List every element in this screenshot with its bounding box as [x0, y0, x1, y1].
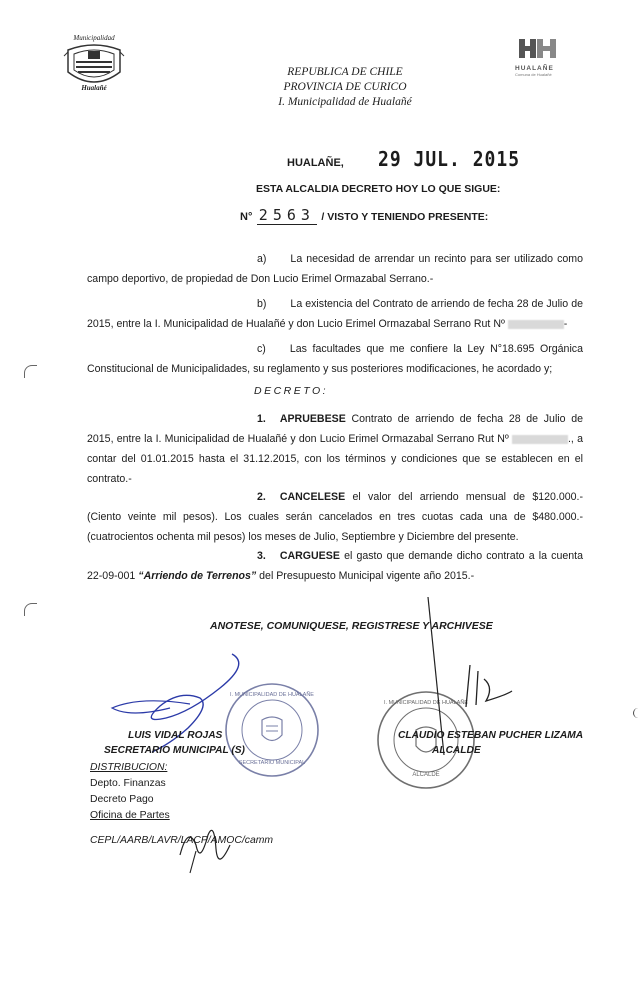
article-1-text-b: ., a contar del 01.01.2015 hasta el 31.12.2015, con los términos y condiciones que se establecen en el contrato.- [87, 433, 583, 485]
distribution-item: Decreto Pago [90, 794, 154, 805]
distribution-item: Oficina de Partes [90, 810, 170, 821]
crest-bottom-text: Hualañé [81, 84, 107, 92]
decree-number-prefix: N° [240, 211, 253, 223]
mayor-stamp-top: I. MUNICIPALIDAD DE HUALAÑE [384, 700, 468, 706]
brand-name: HUALAÑE [515, 65, 554, 72]
secretary-stamp-top: I. MUNICIPALIDAD DE HUALAÑE [230, 692, 314, 698]
consideration-c-label: c) [257, 343, 266, 355]
consideration-a-text: La necesidad de arrendar un recinto para ser utilizado como campo deportivo, de propiedad de Don Lucio Erimel Ormazabal Serrano.- [87, 253, 583, 285]
article-1-verb: APRUEBESE [279, 413, 346, 425]
crest-top-text: Municipalidad [73, 34, 115, 42]
consideration-c [87, 339, 583, 379]
article-2-number: 2. [257, 491, 266, 503]
hh-logo-icon [515, 38, 563, 60]
article-3-number: 3. [257, 550, 266, 562]
secretary-stamp-bottom: SECRETARIO MUNICIPAL [238, 760, 306, 766]
binder-hole-mark [24, 365, 37, 378]
mayor-title: ALCALDE [432, 745, 481, 756]
article-3-text-a: el gasto que demande dicho contrato a la cuenta 22-09-001 [87, 550, 583, 582]
article-2-verb: CANCELESE [279, 491, 346, 503]
binder-hole-mark [24, 603, 37, 616]
consideration-b-end: - [563, 318, 568, 330]
consideration-a [87, 249, 583, 289]
article-1 [87, 409, 583, 489]
header-municipality: I. Municipalidad de Hualañé [278, 96, 412, 108]
closing-formula: ANOTESE, COMUNIQUESE, REGISTRESE Y ARCHIVESE [210, 620, 493, 632]
article-1-number: 1. [257, 413, 266, 425]
article-2 [87, 487, 583, 547]
header-province: PROVINCIA DE CURICO [283, 81, 407, 93]
consideration-b-text: La existencia del Contrato de arriendo de fecha 28 de Julio de 2015, entre la I. Municipalidad de Hualañé y don Lucio Erimel Ormazabal Serrano Rut Nº [87, 298, 583, 330]
edge-mark [633, 708, 640, 718]
hualane-brand-logo [515, 38, 563, 77]
secretary-title: SECRETARIO MUNICIPAL (S) [104, 745, 245, 756]
mayor-name: CLAUDIO ESTEBAN PUCHER LIZAMA [398, 730, 584, 741]
redacted-rut-2 [512, 435, 568, 444]
intro-line: ESTA ALCALDIA DECRETO HOY LO QUE SIGUE: [256, 183, 501, 195]
date-stamp: 29 JUL. 2015 [378, 147, 521, 172]
municipal-crest-logo [62, 34, 126, 96]
article-3-text-b: del Presupuesto Municipal vigente año 2015.- [259, 570, 475, 582]
decree-visto: / VISTO Y TENIENDO PRESENTE: [321, 211, 489, 223]
distribution-heading: DISTRIBUCION: [90, 762, 168, 773]
header-country: REPUBLICA DE CHILE [287, 66, 403, 78]
decreto-heading: DECRETO: [254, 385, 329, 397]
decree-number-line [240, 206, 488, 225]
secretary-name: LUIS VIDAL ROJAS [128, 730, 223, 741]
consideration-a-label: a) [257, 253, 267, 265]
article-3-verb: CARGUESE [279, 550, 340, 562]
article-3 [87, 546, 583, 586]
brand-tagline: Comuna de Hualañé [515, 72, 552, 77]
consideration-b-label: b) [257, 298, 267, 310]
article-1-text-a: Contrato de arriendo de fecha 28 de Julio de 2015, entre la I. Municipalidad de Hualañé y don Lucio Erimel Ormazabal Serrano Rut Nº [87, 413, 583, 445]
decree-number: 2563 [258, 206, 315, 224]
distribution-item: Depto. Finanzas [90, 778, 166, 789]
mayor-stamp-bottom: ALCALDE [412, 772, 440, 778]
author-initials: CEPL/AARB/LAVR/LACP/AMOC/camm [90, 835, 274, 846]
redacted-rut [508, 320, 564, 329]
consideration-b [87, 294, 583, 334]
article-3-quote: “Arriendo de Terrenos” [138, 570, 257, 582]
consideration-c-text: Las facultades que me confiere la Ley N°18.695 Orgánica Constitucional de Municipalidades, su reglamento y sus posteriores modificaciones, he acordado y; [87, 343, 583, 375]
date-place: HUALAÑE, [287, 157, 344, 169]
article-2-text: el valor del arriendo mensual de $120.000.- (Ciento veinte mil pesos). Los cuales serán cancelados en tres cuotas cada una de $480.000.- (cuatrocientos ochenta mil pesos) los meses de Julio, Septiembre y Diciembre del presente. [87, 491, 583, 543]
